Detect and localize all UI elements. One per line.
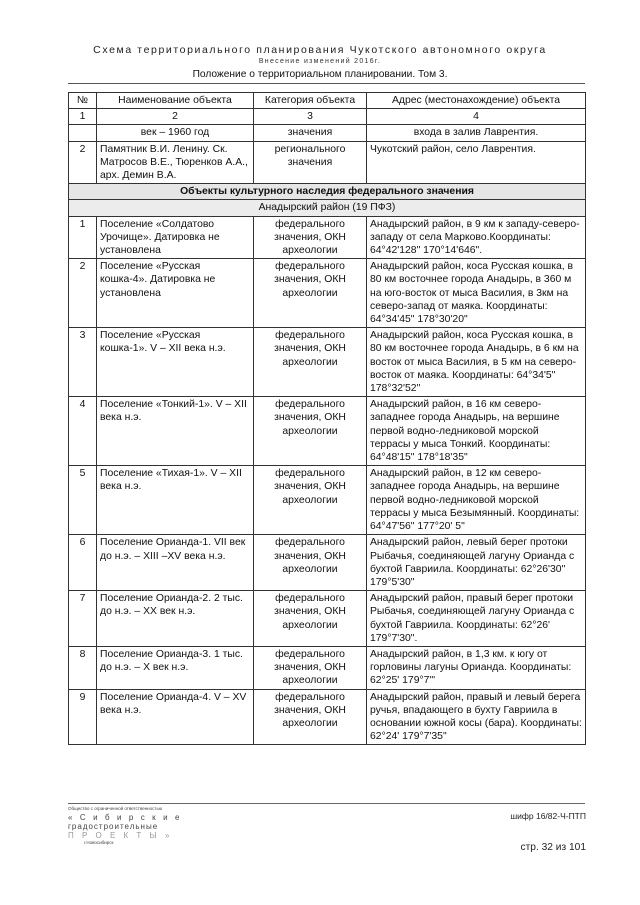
table-cell: входа в залив Лаврентия. xyxy=(367,125,586,141)
company-logo xyxy=(68,806,188,846)
object-name: Поселение Орианда-2. 2 тыс. до н.э. – XX век н.э. xyxy=(97,591,254,647)
object-category: регионального значения xyxy=(254,141,367,184)
logo-text-line2: градостроительные xyxy=(68,822,159,831)
row-number: 2 xyxy=(69,259,97,328)
table-row xyxy=(69,141,586,184)
column-header: Наименование объекта xyxy=(97,93,254,109)
object-address: Анадырский район, коса Русская кошка, в 80 км восточнее города Анадырь, в 6 км на восток от мыса Василия, в 5 км на северо-восток от маяка. Координаты: 64°34'5" 178°32'52" xyxy=(367,328,586,397)
object-address: Анадырский район, правый берег протоки Рыбачья, соединяющей лагуну Орианда с бухтой Гавриила. Координаты: 62°26' 179°7'30". xyxy=(367,591,586,647)
document-volume-title: Положение о территориальном планировании. Том 3. xyxy=(192,69,448,80)
table-row xyxy=(69,328,586,397)
column-number: 1 xyxy=(69,109,97,125)
logo-org-line: Общество с ограниченной ответственностью xyxy=(68,806,163,811)
logo-city: г.Новосибирск xyxy=(84,840,114,845)
row-number: 9 xyxy=(69,689,97,745)
object-category: федерального значения, ОКН археологии xyxy=(254,259,367,328)
column-number: 3 xyxy=(254,109,367,125)
table-header-row xyxy=(69,93,586,109)
object-category: федерального значения, ОКН археологии xyxy=(254,328,367,397)
table-row xyxy=(69,397,586,466)
object-address: Анадырский район, в 1,3 км. к югу от горловины лагуны Орианда. Координаты: 62°25' 179°7'" xyxy=(367,646,586,689)
object-name: Поселение Орианда-1. VII век до н.э. – XIII –XV века н.э. xyxy=(97,535,254,591)
object-name: Поселение «Солдатово Урочище». Датировка не установлена xyxy=(97,216,254,259)
table-row xyxy=(69,466,586,535)
page-number: стр. 32 из 101 xyxy=(520,842,586,853)
column-number: 2 xyxy=(97,109,254,125)
objects-table xyxy=(68,92,586,745)
section-heading-row xyxy=(69,184,586,200)
row-number: 2 xyxy=(69,141,97,184)
row-number: 3 xyxy=(69,328,97,397)
table-cell: значения xyxy=(254,125,367,141)
column-number-row xyxy=(69,109,586,125)
document-title: Схема территориального планирования Чукотского автономного округа xyxy=(93,44,547,56)
object-address: Анадырский район, коса Русская кошка, в 80 км восточнее города Анадырь, в 360 м на юго-восток от мыса Василия, в 3км на северо-запад от маяка. Координаты: 64°34'45" 178°30'20" xyxy=(367,259,586,328)
table-row xyxy=(69,259,586,328)
row-number: 5 xyxy=(69,466,97,535)
table-row xyxy=(69,535,586,591)
row-number: 7 xyxy=(69,591,97,647)
object-address: Анадырский район, левый берег протоки Рыбачья, соединяющей лагуну Орианда с бухтой Гавриила. Координаты: 62°26'30" 179°5'30" xyxy=(367,535,586,591)
object-address: Анадырский район, в 9 км к западу-северо-западу от села Марково.Координаты: 64°42'128" 170°14'646". xyxy=(367,216,586,259)
column-header: Адрес (местонахождение) объекта xyxy=(367,93,586,109)
object-name: Поселение «Тонкий-1». V – XII века н.э. xyxy=(97,397,254,466)
table-row xyxy=(69,646,586,689)
column-number: 4 xyxy=(367,109,586,125)
row-number: 1 xyxy=(69,216,97,259)
object-address: Анадырский район, в 16 км северо-западнее города Анадырь, на вершине первой водно-ледниковой морской террасы у мыса Тонкий. Координаты: 64°48'15" 178°18'35" xyxy=(367,397,586,466)
document-cipher: шифр 16/82-Ч-ПТП xyxy=(510,811,586,821)
object-name: Поселение «Русская кошка-4». Датировка не установлена xyxy=(97,259,254,328)
header-divider xyxy=(68,83,585,84)
object-address: Чукотский район, село Лаврентия. xyxy=(367,141,586,184)
object-category: федерального значения, ОКН археологии xyxy=(254,397,367,466)
column-header: Категория объекта xyxy=(254,93,367,109)
object-category: федерального значения, ОКН археологии xyxy=(254,535,367,591)
object-name: Поселение Орианда-4. V – XV века н.э. xyxy=(97,689,254,745)
column-header: № xyxy=(69,93,97,109)
table-row xyxy=(69,689,586,745)
row-number: 8 xyxy=(69,646,97,689)
object-name: Поселение Орианда-3. 1 тыс. до н.э. – X век н.э. xyxy=(97,646,254,689)
footer-divider xyxy=(68,803,585,804)
section-heading: Объекты культурного наследия федерального значения xyxy=(69,184,586,200)
district-heading-row xyxy=(69,200,586,216)
district-heading: Анадырский район (19 ПФЗ) xyxy=(69,200,586,216)
object-name: Памятник В.И. Ленину. Ск. Матросов В.Е., Тюренков А.А., арх. Демин В.А. xyxy=(97,141,254,184)
logo-text-line3: П Р О Е К Т Ы » xyxy=(68,831,173,840)
table-row xyxy=(69,216,586,259)
object-category: федерального значения, ОКН археологии xyxy=(254,591,367,647)
logo-text-line1: « С и б и р с к и е xyxy=(68,813,183,822)
object-category: федерального значения, ОКН археологии xyxy=(254,466,367,535)
object-category: федерального значения, ОКН археологии xyxy=(254,689,367,745)
object-category: федерального значения, ОКН археологии xyxy=(254,216,367,259)
object-name: Поселение «Тихая-1». V – XII века н.э. xyxy=(97,466,254,535)
row-number: 4 xyxy=(69,397,97,466)
object-address: Анадырский район, правый и левый берега ручья, впадающего в бухту Гавриила в основании южной косы (бара). Координаты: 62°24' 179°7'35" xyxy=(367,689,586,745)
table-cell xyxy=(69,125,97,141)
table-row-continuation xyxy=(69,125,586,141)
row-number: 6 xyxy=(69,535,97,591)
object-address: Анадырский район, в 12 км северо-западнее города Анадырь, на вершине первой водно-ледниковой морской террасы у мыса Безымянный. Координаты: 64°47'56" 177°20' 5" xyxy=(367,466,586,535)
table-cell: век – 1960 год xyxy=(97,125,254,141)
table-row xyxy=(69,591,586,647)
object-name: Поселение «Русская кошка-1». V – XII века н.э. xyxy=(97,328,254,397)
document-subtitle: Внесение изменений 2016г. xyxy=(258,58,382,65)
object-category: федерального значения, ОКН археологии xyxy=(254,646,367,689)
